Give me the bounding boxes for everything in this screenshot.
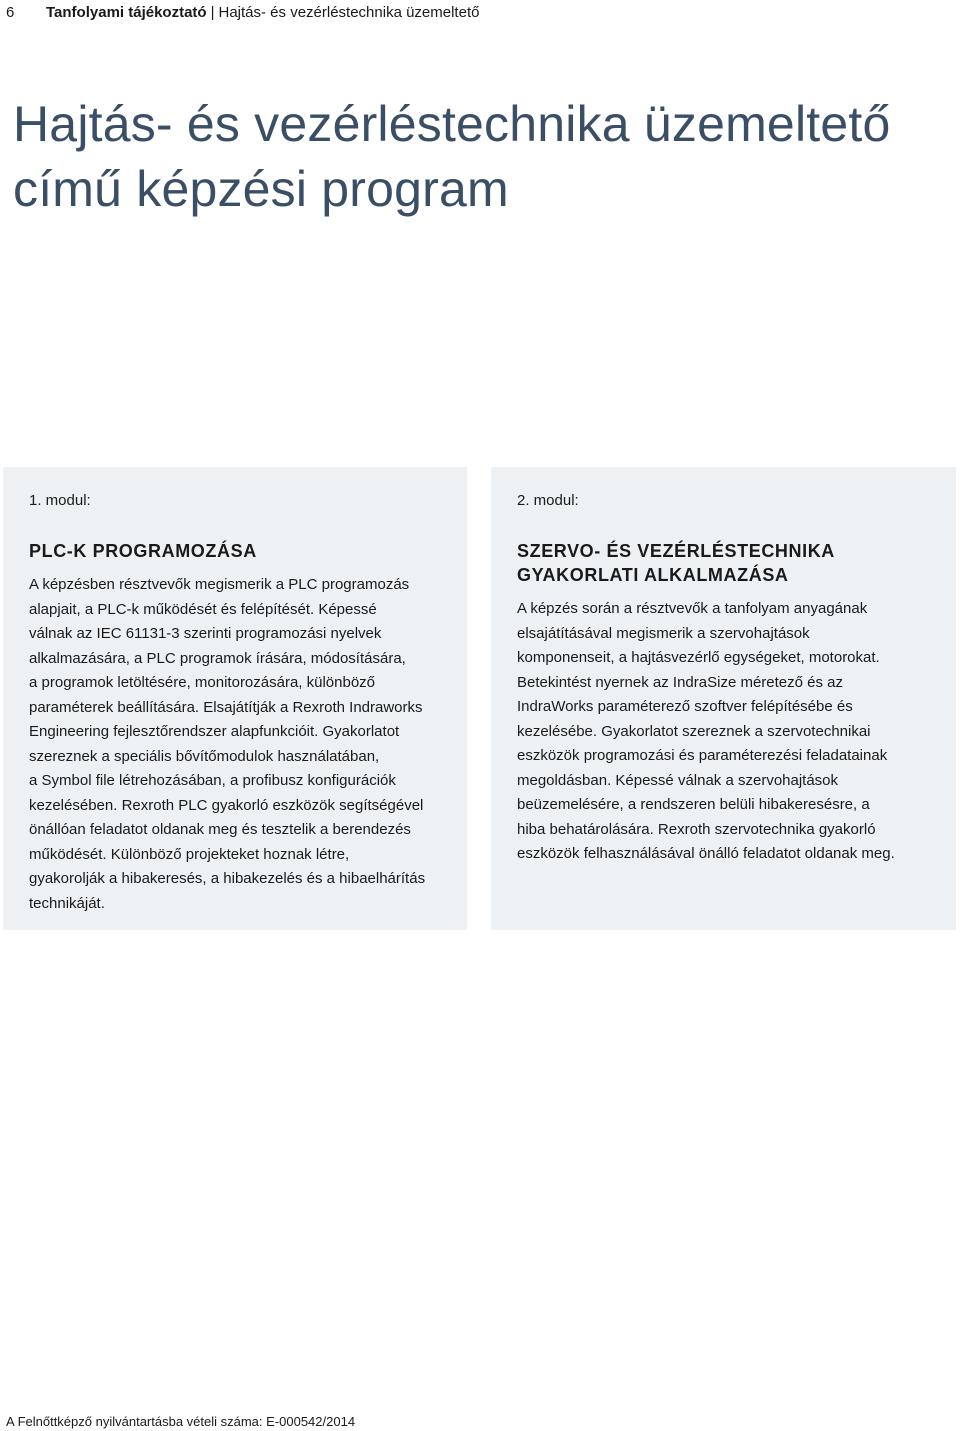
module-label: 2. modul: [517,492,579,509]
module-heading [29,539,447,563]
text-line: technikáját. [29,894,105,912]
text-line: gyakorolják a hibakeresés, a hibakezelés és a hibaelhárítás [29,870,426,887]
module-label: 1. modul: [29,492,91,509]
text-line: eszközök programozási és paraméterezési feladatainak [517,747,888,764]
text-line: kezelésében. Rexroth PLC gyakorló eszközök segítségével [29,796,424,814]
page-number: 6 [6,4,15,21]
text-line: válnak az IEC 61131-3 szerinti programozási nyelvek [29,625,382,642]
module-2-box [491,467,956,930]
page-title-line: című képzési program [13,161,509,217]
text-line: alapjait, a PLC-k működését és felépítését. Képessé [29,600,377,618]
text-line: Engineering fejlesztőrendszer alapfunkcióit. Gyakorlatot [29,723,400,740]
page-title [13,92,890,222]
text-line: alkalmazására, a PLC programok írására, módosítására, [29,649,406,667]
module-1-box [3,467,467,930]
text-line: Betekintést nyernek az IndraSize méretező és az [517,673,844,691]
text-line: szereznek a speciális bővítőmodulok használatában, [29,747,380,765]
text-line: működését. Különböző projekteket hoznak létre, [29,845,350,863]
text-line: hiba behatárolására. Rexroth szervotechnika gyakorló [517,820,876,838]
text-line: megoldásban. Képessé válnak a szervohajtások [517,771,839,789]
module-description [29,573,447,916]
text-line: elsajátításával megismerik a szervohajtások [517,624,810,642]
text-line: kezelésébe. Gyakorlatot szereznek a szervotechnikai [517,722,871,740]
text-line: a programok letöltésére, monitorozására, különböző [29,674,376,691]
page-footer: A Felnőttképző nyilvántartásba vételi száma: E-000542/2014 [6,1414,356,1429]
page-header [6,2,479,24]
module-heading-line: GYAKORLATI ALKALMAZÁSA [517,565,789,585]
module-description [517,597,936,867]
text-line: A képzés során a résztvevők a tanfolyam anyagának [517,600,868,617]
text-line: IndraWorks paraméterező szoftver felépítésébe és [517,698,853,715]
header-separator: | [210,4,215,21]
text-line: A képzésben résztvevők megismerik a PLC programozás [29,576,410,593]
text-line: önállóan feladatot oldanak meg és tesztelik a berendezés [29,821,411,838]
document-title: Tanfolyami tájékoztató [46,4,207,21]
text-line: a Symbol file létrehozásában, a profibusz konfigurációk [29,772,396,789]
text-line: beüzemelésére, a rendszeren belüli hibakeresésre, a [517,796,870,813]
module-heading-line: SZERVO- ÉS VEZÉRLÉSTECHNIKA [517,541,835,561]
module-heading [517,539,936,587]
page-title-line: Hajtás- és vezérléstechnika üzemeltető [13,96,891,152]
module-heading-line: PLC-K PROGRAMOZÁSA [29,541,257,561]
text-line: eszközök felhasználásával önálló feladatot oldanak meg. [517,845,895,862]
text-line: komponenseit, a hajtásvezérlő egységeket, motorokat. [517,649,880,666]
document-subtitle: Hajtás- és vezérléstechnika üzemeltető [218,4,480,21]
text-line: paraméterek beállítására. Elsajátítják a Rexroth Indraworks [29,698,423,716]
